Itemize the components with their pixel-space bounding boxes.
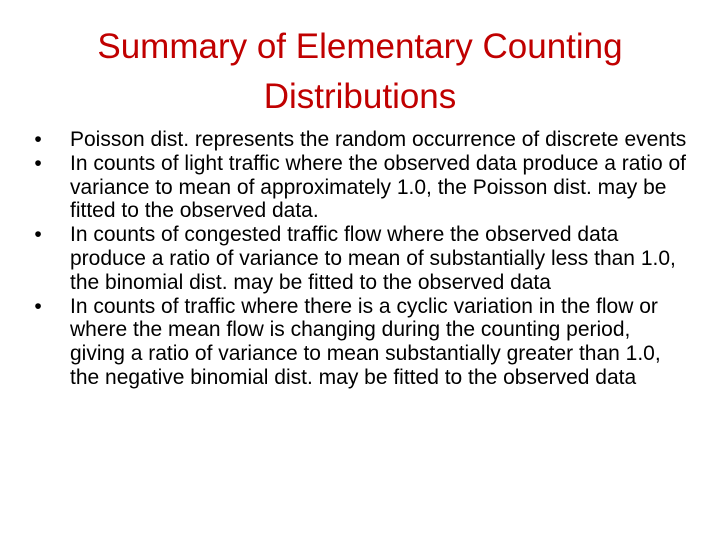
bullet-text: Poisson dist. represents the random occurrence of discrete events (70, 128, 687, 151)
bullet-text: In counts of congested traffic flow where the observed data produce a ratio of variance to mean of substantially less than 1.0, the binomial dist. may be fitted to the observed data (70, 223, 676, 294)
bullet-item-congested-traffic (28, 223, 688, 294)
bullet-item-light-traffic (28, 152, 688, 223)
bullet-point-icon: • (34, 128, 42, 151)
bullet-item-poisson-definition (28, 128, 688, 152)
bullet-text: In counts of light traffic where the observed data produce a ratio of variance to mean of approximately 1.0, the Poisson dist. may be fitted to the observed data. (70, 151, 686, 223)
bullet-point-icon: • (34, 223, 42, 247)
bullet-point-icon: • (34, 294, 42, 318)
slide-title: Summary of Elementary Counting Distributions (97, 27, 623, 116)
bullet-list (28, 128, 688, 390)
bullet-text: In counts of traffic where there is a cyclic variation in the flow or where the mean flow is changing during the counting period, giving a ratio of variance to mean substantially greater than 1.0, the negative binomial dist. may be fitted to the observed data (70, 294, 661, 389)
bullet-point-icon: • (34, 151, 42, 175)
bullet-item-cyclic-traffic (28, 295, 688, 390)
